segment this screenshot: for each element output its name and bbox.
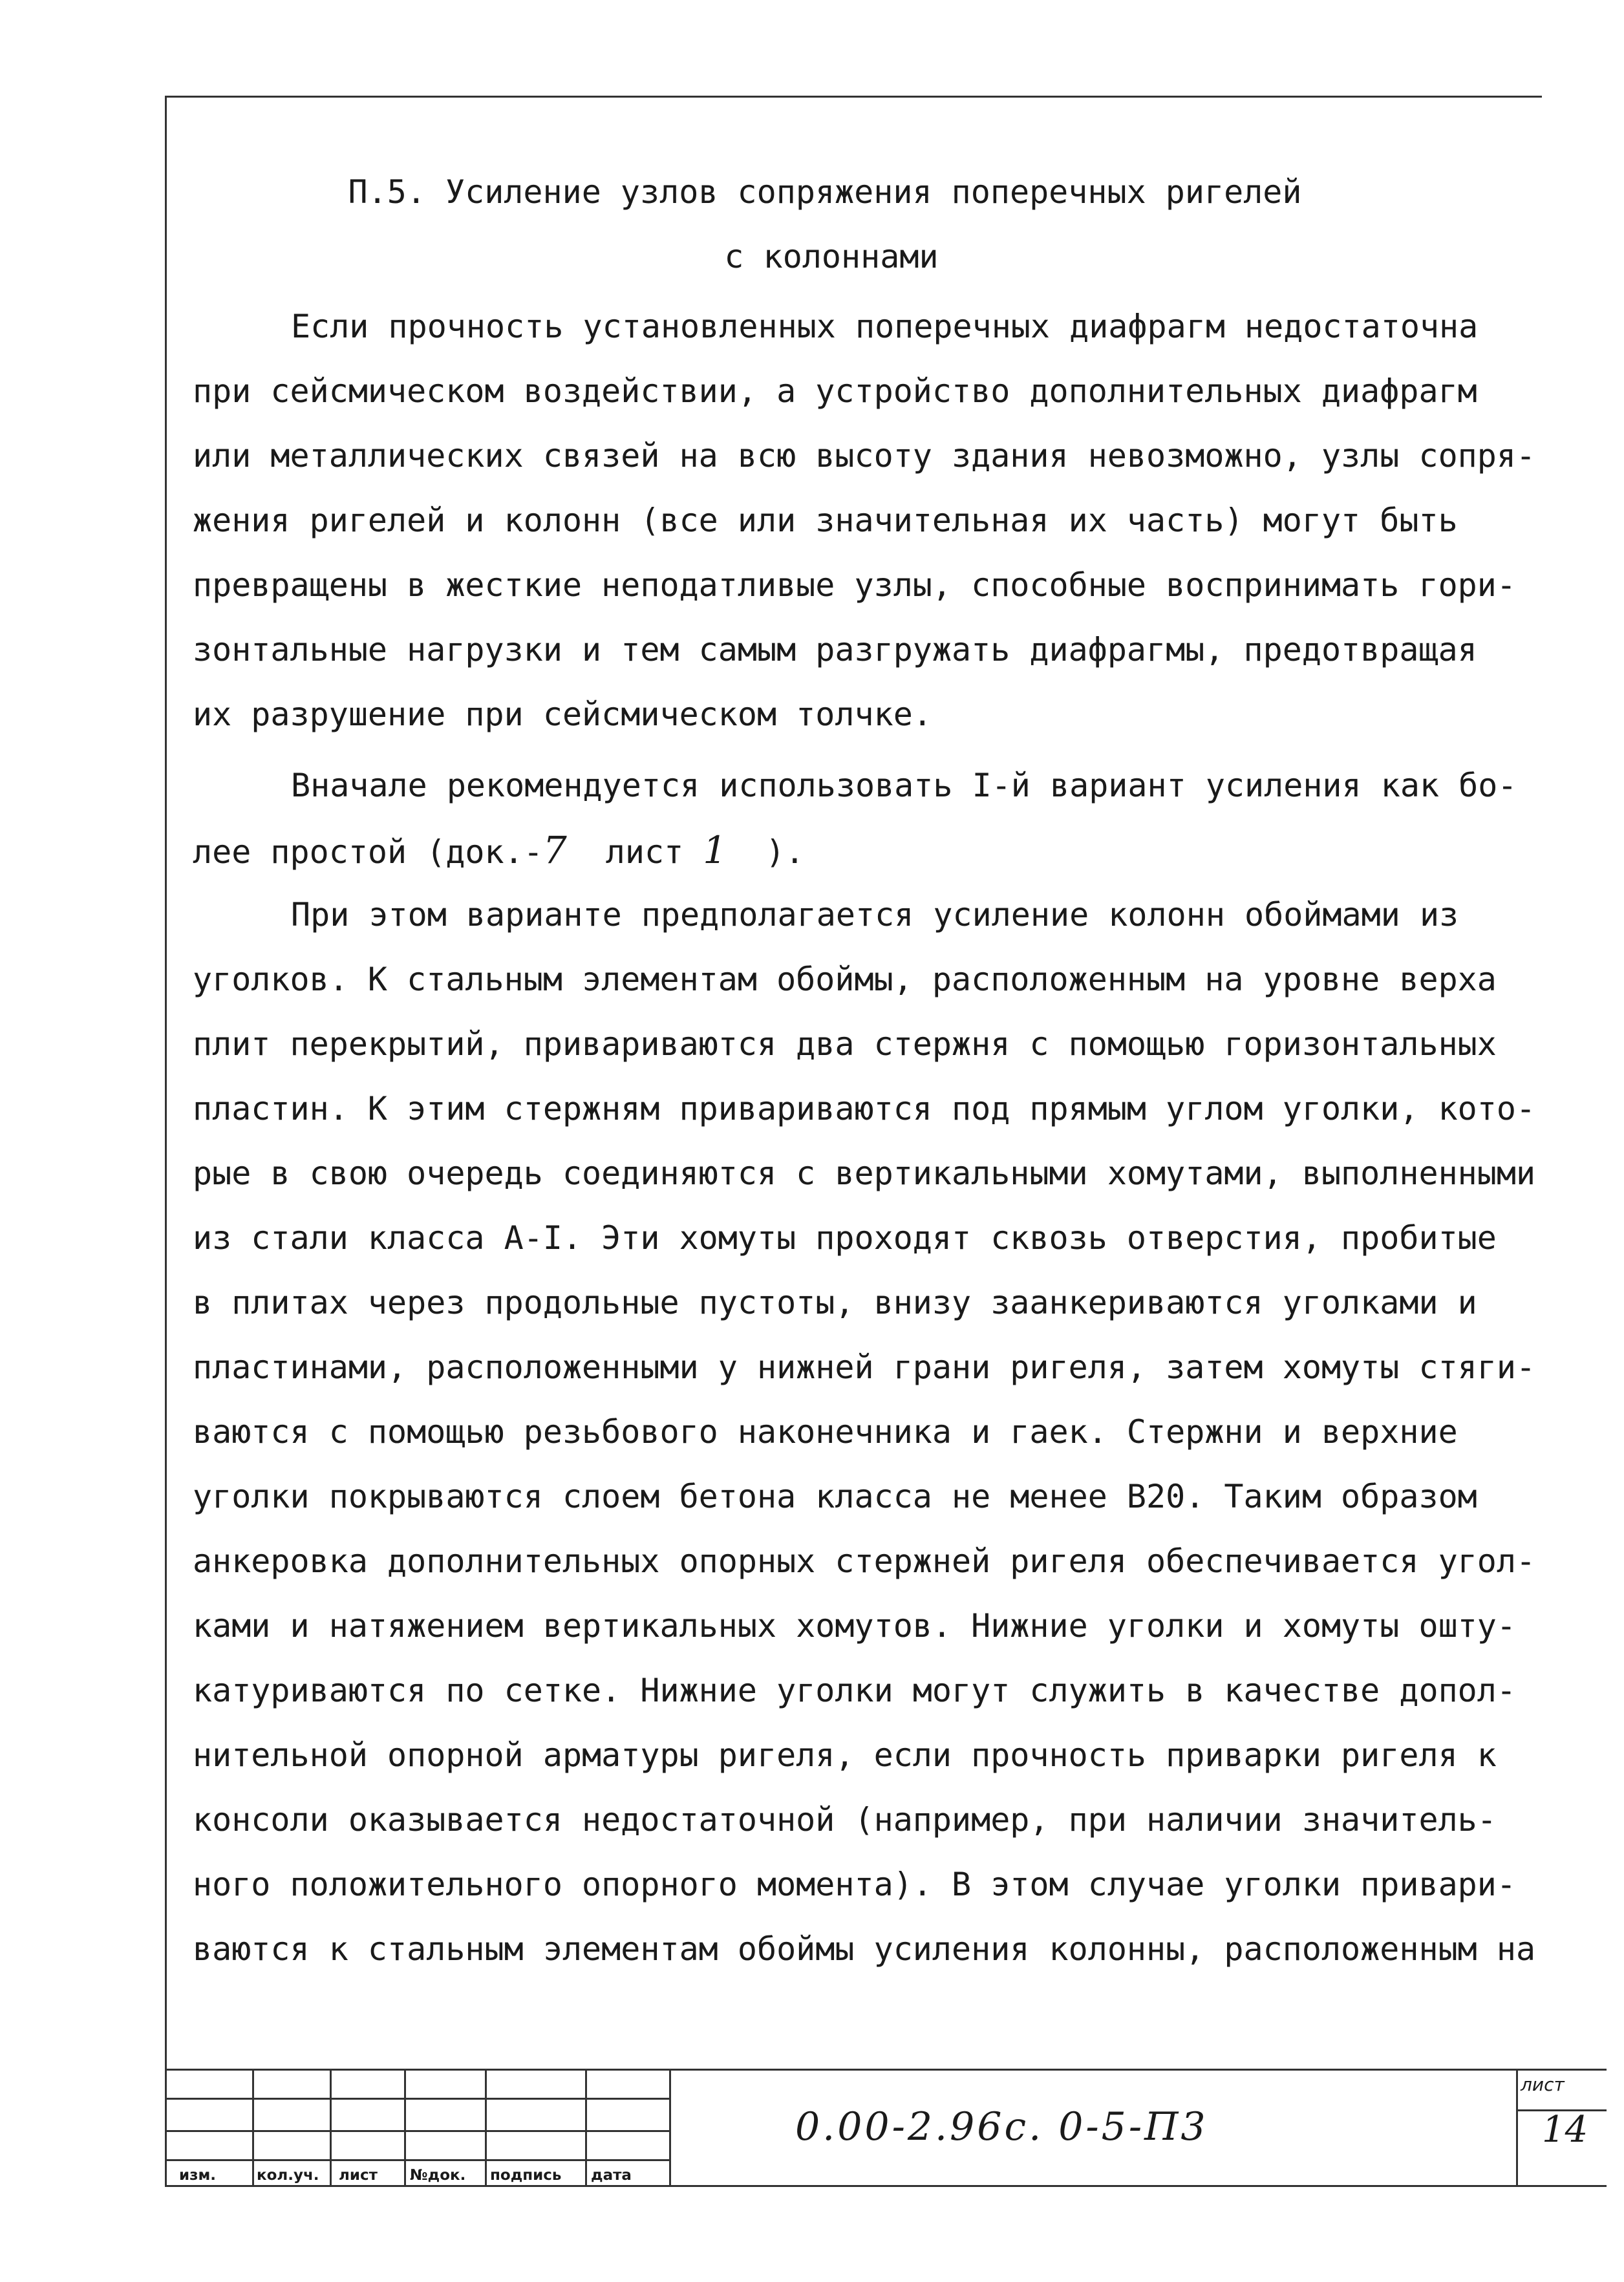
stamp-label-count: кол.уч. [257, 2167, 319, 2184]
text-line: зонтальные нагрузки и тем самым разгружать диафрагмы, предотвращая [193, 631, 1477, 668]
text-line: Если прочность установленных поперечных диафрагм недостаточна [291, 308, 1479, 345]
text-line: из стали класса А-I. Эти хомуты проходят сквозь отверстия, пробитые [193, 1219, 1497, 1257]
sheet-number: 14 [1542, 2109, 1588, 2151]
text-line [193, 818, 1563, 882]
text-line: пластин. К этим стержням привариваются под прямым углом уголки, кото- [193, 1090, 1536, 1127]
stamp-label-date: дата [591, 2167, 632, 2184]
handwritten-sheet-ref: 1 [703, 828, 727, 872]
text-line: превращены в жесткие неподатливые узлы, способные воспринимать гори- [193, 566, 1516, 604]
text-fragment: лее простой (док.- [193, 833, 543, 871]
text-line: плит перекрытий, привариваются два стержня с помощью горизонтальных [193, 1025, 1497, 1063]
sheet-label: лист [1521, 2074, 1565, 2095]
text-line: ваются с помощью резьбового наконечника и гаек. Стержни и верхние [193, 1413, 1458, 1451]
stamp-label-doc-number: №док. [410, 2167, 466, 2184]
text-line: нительной опорной арматуры ригеля, если прочность приварки ригеля к [193, 1736, 1497, 1774]
text-line: или металлических связей на всю высоту здания невозможно, узлы сопря- [193, 437, 1536, 475]
text-line: ками и натяжением вертикальных хомутов. Нижние уголки и хомуты ошту- [193, 1607, 1516, 1645]
text-line: анкеровка дополнительных опорных стержней ригеля обеспечивается угол- [193, 1542, 1536, 1580]
stamp-label-sheet: лист [339, 2167, 378, 2184]
text-line: рые в свою очередь соединяются с вертикальными хомутами, выполненными [193, 1155, 1536, 1192]
heading-line-1: П.5. Усиление узлов сопряжения поперечных ригелей [348, 173, 1302, 211]
stamp-label-signature: подпись [490, 2167, 562, 2184]
text-line: их разрушение при сейсмическом толчке. [193, 696, 932, 733]
document-code: 0.00-2.96с. 0-5-П3 [795, 2104, 1208, 2149]
handwritten-doc-number: 7 [542, 828, 567, 872]
frame-left-line [165, 96, 167, 2187]
text-line: ваются к стальным элементам обоймы усиления колонны, расположенным на [193, 1930, 1536, 1968]
text-line: пластинами, расположенными у нижней грани ригеля, затем хомуты стяги- [193, 1349, 1536, 1386]
text-line: жения ригелей и колонн (все или значительная их часть) могут быть [193, 502, 1458, 539]
text-line: при сейсмическом воздействии, а устройство дополнительных диафрагм [193, 372, 1477, 410]
text-line: в плитах через продольные пустоты, внизу заанкериваются уголками и [193, 1284, 1477, 1321]
heading-line-2: с колоннами [724, 238, 939, 275]
text-line: уголки покрываются слоем бетона класса не менее В20. Таким образом [193, 1478, 1477, 1515]
text-fragment: ). [765, 833, 805, 871]
text-line: консоли оказывается недостаточной (например, при наличии значитель- [193, 1801, 1497, 1839]
frame-top-line [165, 96, 1542, 98]
text-fragment: лист [605, 833, 684, 871]
stamp-label-change: изм. [179, 2167, 217, 2184]
text-line: ного положительного опорного момента). В этом случае уголки привари- [193, 1866, 1516, 1903]
text-line: уголков. К стальным элементам обоймы, расположенным на уровне верха [193, 961, 1497, 998]
text-line: катуриваются по сетке. Нижние уголки могут служить в качестве допол- [193, 1672, 1516, 1709]
text-line: Вначале рекомендуется использовать I-й вариант усиления как бо- [291, 767, 1517, 804]
text-line: При этом варианте предполагается усиление колонн обоймами из [291, 896, 1459, 933]
